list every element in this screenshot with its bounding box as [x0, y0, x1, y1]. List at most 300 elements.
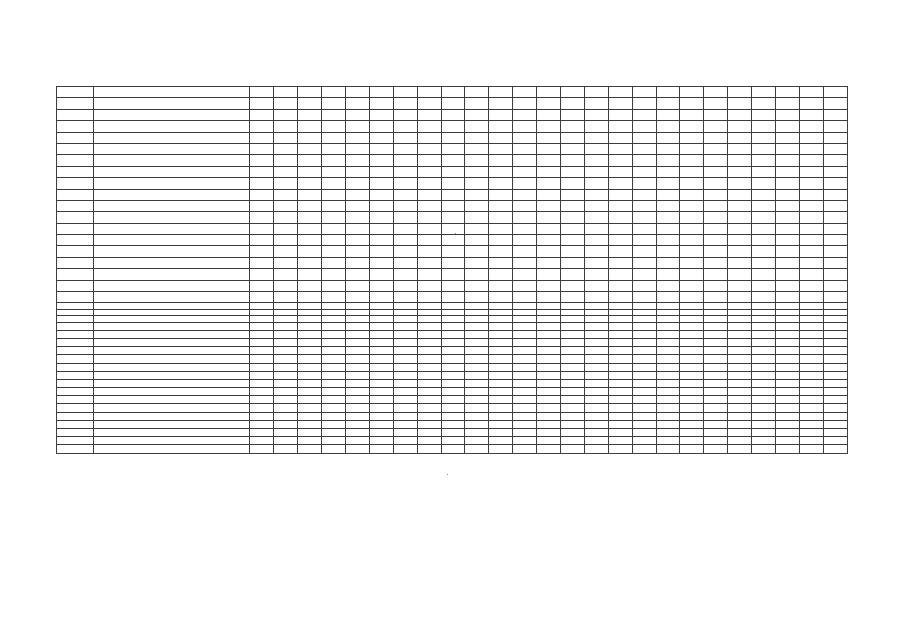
value-cell [560, 396, 584, 404]
value-cell [775, 404, 799, 412]
value-cell [823, 189, 847, 200]
value-cell [728, 235, 752, 246]
value-cell [823, 166, 847, 177]
value-cell [441, 143, 465, 154]
value-cell [656, 280, 680, 291]
row-id-cell [57, 143, 94, 154]
value-cell [250, 98, 274, 109]
value-cell [608, 257, 632, 268]
value-cell [250, 404, 274, 412]
value-cell [728, 292, 752, 303]
value-cell [465, 87, 489, 98]
value-cell [393, 109, 417, 120]
value-cell [537, 257, 561, 268]
value-cell [632, 223, 656, 234]
table-row [57, 445, 848, 453]
value-cell [369, 379, 393, 387]
value-cell [345, 355, 369, 363]
value-cell [369, 246, 393, 257]
value-cell [322, 371, 346, 379]
value-cell [298, 87, 322, 98]
value-cell [632, 269, 656, 280]
value-cell [680, 269, 704, 280]
value-cell [799, 132, 823, 143]
value-cell [799, 429, 823, 437]
value-cell [728, 445, 752, 453]
value-cell [369, 87, 393, 98]
value-cell [393, 347, 417, 355]
row-id-cell [57, 87, 94, 98]
value-cell [823, 355, 847, 363]
table-row [57, 437, 848, 445]
value-cell [584, 379, 608, 387]
value-cell [537, 412, 561, 420]
value-cell [560, 87, 584, 98]
value-cell [704, 178, 728, 189]
value-cell [584, 330, 608, 338]
value-cell [728, 396, 752, 404]
value-cell [489, 87, 513, 98]
value-cell [274, 429, 298, 437]
value-cell [393, 235, 417, 246]
value-cell [441, 235, 465, 246]
value-cell [656, 445, 680, 453]
row-description-cell [93, 330, 249, 338]
value-cell [704, 420, 728, 428]
value-cell [322, 98, 346, 109]
value-cell [537, 143, 561, 154]
value-cell [775, 429, 799, 437]
value-cell [537, 246, 561, 257]
value-cell [584, 292, 608, 303]
value-cell [632, 355, 656, 363]
value-cell [298, 143, 322, 154]
row-id-cell [57, 347, 94, 355]
value-cell [417, 143, 441, 154]
value-cell [465, 322, 489, 330]
row-id-cell [57, 235, 94, 246]
value-cell [632, 121, 656, 132]
value-cell [560, 109, 584, 120]
value-cell [656, 338, 680, 346]
value-cell [656, 363, 680, 371]
value-cell [513, 246, 537, 257]
value-cell [823, 420, 847, 428]
value-cell [799, 121, 823, 132]
table-row [57, 396, 848, 404]
value-cell [465, 404, 489, 412]
value-cell [465, 437, 489, 445]
value-cell [775, 178, 799, 189]
value-cell [608, 269, 632, 280]
value-cell [322, 223, 346, 234]
value-cell [823, 143, 847, 154]
value-cell [752, 363, 776, 371]
value-cell [799, 257, 823, 268]
value-cell [513, 322, 537, 330]
value-cell [489, 412, 513, 420]
value-cell [393, 280, 417, 291]
value-cell [537, 338, 561, 346]
value-cell [369, 121, 393, 132]
value-cell [513, 121, 537, 132]
value-cell [584, 371, 608, 379]
value-cell [584, 257, 608, 268]
value-cell [274, 121, 298, 132]
value-cell [345, 98, 369, 109]
value-cell [775, 420, 799, 428]
scan-speck [455, 233, 456, 234]
value-cell [417, 292, 441, 303]
value-cell [274, 420, 298, 428]
value-cell [584, 132, 608, 143]
value-cell [322, 121, 346, 132]
value-cell [369, 269, 393, 280]
value-cell [274, 396, 298, 404]
value-cell [393, 257, 417, 268]
row-id-cell [57, 257, 94, 268]
value-cell [274, 98, 298, 109]
table-row [57, 87, 848, 98]
value-cell [369, 371, 393, 379]
value-cell [799, 223, 823, 234]
value-cell [250, 347, 274, 355]
value-cell [369, 280, 393, 291]
value-cell [441, 132, 465, 143]
value-cell [417, 87, 441, 98]
value-cell [799, 98, 823, 109]
table-row [57, 269, 848, 280]
value-cell [298, 388, 322, 396]
value-cell [656, 269, 680, 280]
value-cell [537, 155, 561, 166]
value-cell [632, 257, 656, 268]
row-description-cell [93, 420, 249, 428]
value-cell [369, 338, 393, 346]
value-cell [799, 109, 823, 120]
value-cell [322, 178, 346, 189]
value-cell [393, 429, 417, 437]
value-cell [752, 132, 776, 143]
value-cell [560, 178, 584, 189]
value-cell [704, 189, 728, 200]
row-id-cell [57, 109, 94, 120]
value-cell [632, 178, 656, 189]
value-cell [823, 223, 847, 234]
value-cell [608, 379, 632, 387]
row-description-cell [93, 87, 249, 98]
value-cell [775, 121, 799, 132]
value-cell [560, 363, 584, 371]
value-cell [369, 404, 393, 412]
value-cell [560, 143, 584, 154]
value-cell [465, 223, 489, 234]
row-description-cell [93, 404, 249, 412]
row-description-cell [93, 269, 249, 280]
row-id-cell [57, 98, 94, 109]
value-cell [823, 109, 847, 120]
value-cell [560, 347, 584, 355]
value-cell [680, 212, 704, 223]
value-cell [632, 292, 656, 303]
value-cell [632, 87, 656, 98]
value-cell [728, 363, 752, 371]
value-cell [322, 155, 346, 166]
value-cell [775, 280, 799, 291]
value-cell [680, 98, 704, 109]
row-description-cell [93, 292, 249, 303]
value-cell [823, 338, 847, 346]
value-cell [704, 330, 728, 338]
value-cell [608, 178, 632, 189]
value-cell [345, 121, 369, 132]
value-cell [704, 412, 728, 420]
value-cell [728, 355, 752, 363]
value-cell [465, 330, 489, 338]
row-id-cell [57, 355, 94, 363]
value-cell [274, 437, 298, 445]
value-cell [560, 437, 584, 445]
value-cell [274, 200, 298, 211]
value-cell [298, 429, 322, 437]
value-cell [417, 330, 441, 338]
value-cell [537, 269, 561, 280]
value-cell [584, 355, 608, 363]
row-description-cell [93, 212, 249, 223]
value-cell [799, 246, 823, 257]
value-cell [656, 178, 680, 189]
value-cell [799, 412, 823, 420]
value-cell [298, 155, 322, 166]
value-cell [560, 121, 584, 132]
value-cell [680, 235, 704, 246]
value-cell [584, 280, 608, 291]
value-cell [584, 178, 608, 189]
value-cell [704, 155, 728, 166]
value-cell [489, 132, 513, 143]
value-cell [728, 246, 752, 257]
value-cell [369, 166, 393, 177]
value-cell [799, 235, 823, 246]
value-cell [393, 178, 417, 189]
value-cell [513, 235, 537, 246]
value-cell [417, 445, 441, 453]
value-cell [632, 330, 656, 338]
value-cell [632, 420, 656, 428]
value-cell [608, 143, 632, 154]
row-id-cell [57, 404, 94, 412]
row-id-cell [57, 371, 94, 379]
value-cell [369, 98, 393, 109]
value-cell [441, 429, 465, 437]
value-cell [632, 404, 656, 412]
value-cell [799, 388, 823, 396]
value-cell [441, 166, 465, 177]
table-row [57, 189, 848, 200]
value-cell [417, 235, 441, 246]
value-cell [680, 330, 704, 338]
value-cell [775, 445, 799, 453]
row-description-cell [93, 371, 249, 379]
value-cell [322, 445, 346, 453]
value-cell [537, 166, 561, 177]
value-cell [632, 189, 656, 200]
value-cell [728, 347, 752, 355]
value-cell [250, 166, 274, 177]
value-cell [584, 404, 608, 412]
value-cell [775, 347, 799, 355]
value-cell [560, 189, 584, 200]
value-cell [537, 371, 561, 379]
row-id-cell [57, 155, 94, 166]
value-cell [298, 412, 322, 420]
value-cell [345, 412, 369, 420]
value-cell [704, 132, 728, 143]
row-description-cell [93, 396, 249, 404]
value-cell [608, 347, 632, 355]
row-description-cell [93, 109, 249, 120]
value-cell [513, 355, 537, 363]
value-cell [393, 223, 417, 234]
value-cell [537, 212, 561, 223]
value-cell [608, 322, 632, 330]
value-cell [823, 212, 847, 223]
value-cell [322, 322, 346, 330]
table-row [57, 412, 848, 420]
value-cell [513, 143, 537, 154]
value-cell [274, 257, 298, 268]
value-cell [441, 379, 465, 387]
value-cell [322, 212, 346, 223]
value-cell [560, 404, 584, 412]
value-cell [274, 189, 298, 200]
value-cell [441, 412, 465, 420]
value-cell [560, 212, 584, 223]
value-cell [489, 155, 513, 166]
value-cell [656, 292, 680, 303]
row-description-cell [93, 347, 249, 355]
value-cell [728, 388, 752, 396]
value-cell [250, 246, 274, 257]
value-cell [298, 121, 322, 132]
value-cell [728, 109, 752, 120]
value-cell [322, 166, 346, 177]
value-cell [704, 121, 728, 132]
value-cell [465, 412, 489, 420]
value-cell [513, 330, 537, 338]
value-cell [752, 379, 776, 387]
value-cell [465, 143, 489, 154]
value-cell [680, 429, 704, 437]
value-cell [250, 235, 274, 246]
value-cell [799, 396, 823, 404]
value-cell [345, 371, 369, 379]
value-cell [417, 379, 441, 387]
value-cell [752, 330, 776, 338]
row-id-cell [57, 121, 94, 132]
value-cell [298, 437, 322, 445]
value-cell [823, 87, 847, 98]
value-cell [728, 121, 752, 132]
value-cell [775, 189, 799, 200]
value-cell [298, 235, 322, 246]
value-cell [441, 347, 465, 355]
value-cell [823, 257, 847, 268]
value-cell [537, 388, 561, 396]
row-id-cell [57, 429, 94, 437]
value-cell [823, 292, 847, 303]
value-cell [489, 257, 513, 268]
row-description-cell [93, 166, 249, 177]
value-cell [345, 178, 369, 189]
value-cell [656, 396, 680, 404]
value-cell [680, 246, 704, 257]
value-cell [393, 330, 417, 338]
value-cell [560, 223, 584, 234]
row-id-cell [57, 269, 94, 280]
value-cell [298, 363, 322, 371]
value-cell [393, 87, 417, 98]
row-description-cell [93, 223, 249, 234]
value-cell [393, 98, 417, 109]
row-description-cell [93, 143, 249, 154]
value-cell [823, 379, 847, 387]
value-cell [393, 155, 417, 166]
value-cell [632, 379, 656, 387]
value-cell [393, 396, 417, 404]
value-cell [513, 200, 537, 211]
value-cell [537, 420, 561, 428]
value-cell [799, 420, 823, 428]
value-cell [704, 338, 728, 346]
value-cell [584, 429, 608, 437]
value-cell [489, 338, 513, 346]
value-cell [513, 292, 537, 303]
value-cell [250, 363, 274, 371]
value-cell [369, 143, 393, 154]
value-cell [560, 379, 584, 387]
row-id-cell [57, 388, 94, 396]
value-cell [752, 269, 776, 280]
value-cell [823, 404, 847, 412]
value-cell [584, 347, 608, 355]
value-cell [250, 280, 274, 291]
value-cell [656, 404, 680, 412]
value-cell [799, 200, 823, 211]
table-row [57, 420, 848, 428]
value-cell [322, 132, 346, 143]
value-cell [537, 445, 561, 453]
value-cell [608, 223, 632, 234]
value-cell [704, 388, 728, 396]
value-cell [537, 132, 561, 143]
value-cell [656, 132, 680, 143]
value-cell [560, 355, 584, 363]
value-cell [799, 355, 823, 363]
value-cell [489, 437, 513, 445]
value-cell [656, 347, 680, 355]
value-cell [728, 143, 752, 154]
value-cell [465, 212, 489, 223]
value-cell [489, 396, 513, 404]
value-cell [656, 429, 680, 437]
value-cell [489, 143, 513, 154]
table-row [57, 363, 848, 371]
table-row [57, 155, 848, 166]
value-cell [680, 338, 704, 346]
value-cell [728, 212, 752, 223]
value-cell [632, 155, 656, 166]
